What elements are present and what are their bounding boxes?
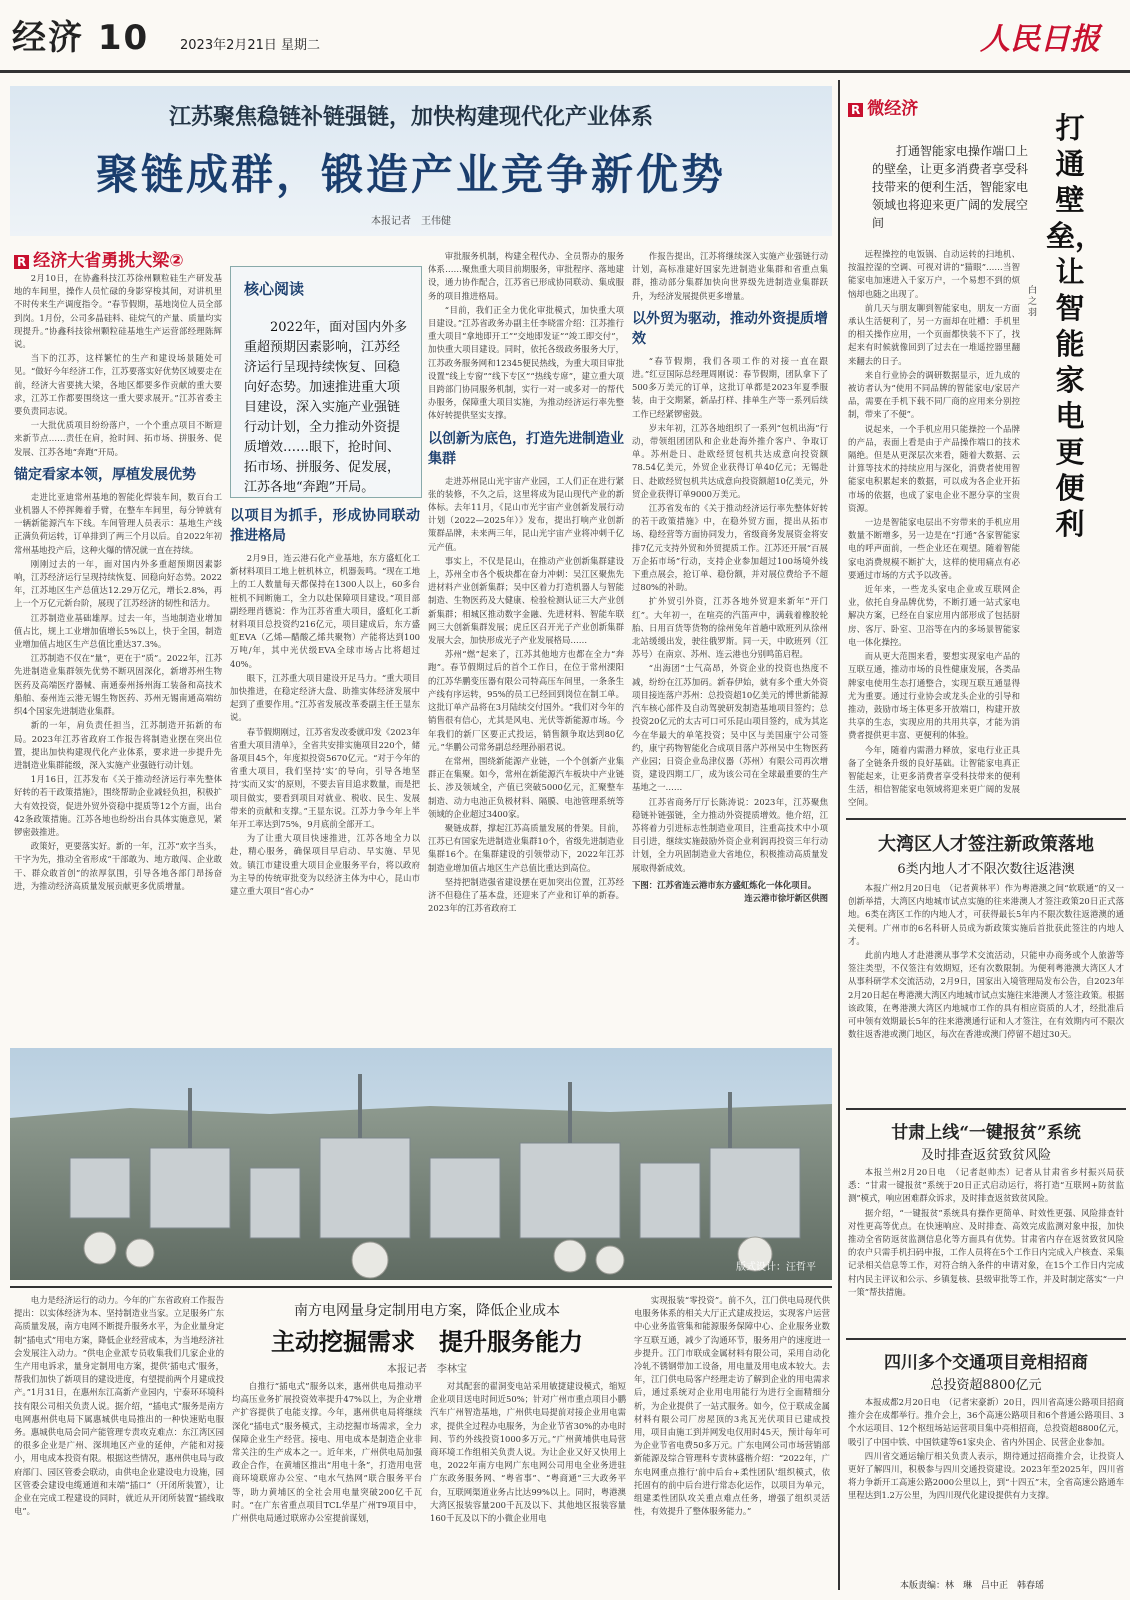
bottom-column-2: 自推行“插电式”服务以来，惠州供电局推动平均高压业务扩展投资效率提升47%以上，为企业增产扩容提供了电能支撑。今年，惠州供电局将继续深化“插电式”服务模式，主动挖掘市场需求，全力保障企业生产经营。接电、用电成本是制造企业非常关注的生产成本之一。近年来，广州供电局加强政企合作，在黄埔区推出“用电十条”，打造用电营商环境联席办公室、“电水气热网”联合服务平台等，助力黄埔区的全社会用电量突破200亿千瓦时。“在广东省重点项目TCL华星广州T9项目中，广州供电局通过联席办公室提前谋划，	[232, 1381, 422, 1524]
paragraph: 政策好，更要落实好。新的一年，江苏“欢字当头，干字为先，推动全省形成“干部敢为、地方敢闯、企业敢干、群众敢首创”的浓厚氛围，引导各地各部门昂扬奋进，为推动经济高质量发展贡献更多优质增量。	[14, 841, 222, 891]
photo-caption: 下图：江苏省连云港市东方盛虹炼化一体化项目。	[632, 879, 817, 890]
paragraph: 新的一年，肩负责任担当，江苏制造开拓新的布局。2023年江苏省政府工作报告将制造业摆在突出位置，提出加快构建现代化产业体系，要求进一步提升先进制造业集群能级，深入实施产业强链行动计划。	[14, 720, 222, 770]
masthead-logo: 人民日报	[980, 22, 1100, 57]
subheading-4: 以外贸为驱动，推动外资提质增效	[632, 310, 828, 347]
paragraph: 眼下，江苏重大项目建设开足马力。“重大项目加快推进，在稳定经济大盘、助推实体经济发展中起到了重要作用。”江苏省发展改革委副主任王显东说。	[230, 672, 420, 723]
divider	[846, 1338, 1126, 1340]
paragraph: 走进比亚迪常州基地的智能化焊装车间，数百台工业机器人不停挥舞着手臂，在整车车间里，每分钟就有一辆新能源汽车下线。车间管理人员表示：基地生产线正满负荷运转，订单排到了两三个月以后。自2022年初常州基地投产后，这种火爆的情况就一直在持续。	[14, 491, 222, 555]
paragraph: 此前内地人才赴港澳从事学术交流活动，只能申办商务或个人旅游等签注类型，不仅签注有效期短，还有次数限制。为便利粤港澳大湾区人才从事科研学术交流活动，2月9日，国家出入境管理局发布公告，自2023年2月20日起在粤港澳大湾区内地城市试点实施往来港澳人才签注政策。根据该政策，在粤港澳大湾区内地城市工作的具有相应资质的人才，经批准后可申领有效期最长5年的往来港澳通行证和人才签注，在有效期内可不限次数往返香港或澳门地区，每次在香港或澳门停留不超过30天。	[848, 950, 1124, 1040]
paragraph: 一大批优质项目纷纷落户，一个个重点项目不断迎来新节点……责任在肩，抢时间、拓市场、拼服务、促发展、江苏各地“奔跑”开局。	[14, 420, 222, 457]
page-header	[0, 0, 1130, 73]
article-column-3	[428, 250, 624, 1032]
paragraph: 江苏省发布的《关于推动经济运行率先整体好转的若干政策措施》中，在稳外贸方面，提出从拓市场、稳经营等方面协同发力，省级商务发展资金将安排7亿元支持外贸和外贸提质工作。江苏还开展“百展万企拓市场”行动，支持企业参加超过100场境外线下重点展会，抢订单、稳份额，并对展位费给予不超过80%的补助。	[632, 503, 828, 593]
paragraph: 本报广州2月20日电 （记者黄林平）作为粤港澳之间“软联通”的又一创新举措，大湾区内地城市试点实施的往来港澳人才签注政策20日正式落地。6类在湾区工作的内地人才，可获得最长5年内不限次数往返港澳的通关便利。广州市的6名科研人员成为新政策实施后首批获此签注的内地人才。	[848, 883, 1124, 946]
paragraph: 当下的江苏，这样繁忙的生产和建设场景随处可见。“做好今年经济工作，江苏要落实好优势区域要走在前，经济大省要挑大梁，各地区都要多作贡献的重大要求，江苏工作都要围绕这一重大要求展开。”江苏省委主要负责同志说。	[14, 353, 222, 417]
paragraph: 本报成都2月20日电 （记者宋豪新）20日，四川省高速公路项目招商推介会在成都举行。推介会上，36个高速公路项目和6个普通公路项目、3个水运项目、12个枢纽场站运营项目集中亮相招商，总投资超8800亿元，吸引了中国中铁、中国铁建等61家央企、省内外国企、民营企业参加。	[848, 1397, 1124, 1447]
news2-subtitle: 及时排查返贫致贫风险	[920, 1148, 1051, 1163]
article-column-1	[14, 272, 222, 1032]
main-kicker: 江苏聚焦稳链补链强链，加快构建现代化产业体系	[168, 104, 653, 130]
subheading-1: 锚定看家本领，厚植发展优势	[14, 466, 196, 483]
divider	[846, 1108, 1126, 1110]
issue-date: 2023年2月21日 星期二	[180, 38, 321, 53]
bottom-title: 主动挖掘需求 提升服务能力	[271, 1327, 583, 1356]
paragraph: 今年，随着内需潜力释放，家电行业正具备了全链条升级的良好基础。让智能家电真正智能起来，让更多消费者享受科技带来的便利生活，相信智能家电领域将迎来更广阔的发展空间。	[848, 744, 1020, 808]
news2-title: 甘肃上线“一键报贫”系统	[891, 1123, 1081, 1143]
paragraph: 据介绍，“一键报贫”系统具有操作更简单、时效性更强、风险排查针对性更高等优点。在快速响应、及时排查、高效完成监测对象申报，加快推动全省防返贫监测信息化等方面具有优势。甘肃省内存在返贫致贫风险的农户只需手机扫码申报，工作人员将在5个工作日内完成入户核查、采集记录相关信息等工作，对符合纳入条件的申请对象，在15个工作日内完成村内民主评议和公示、乡镇复核、县级审批等工作，并及时制定落实“一户一策”帮扶措施。	[848, 1207, 1124, 1297]
bottom-column-4: 实现报装“零投资”。前不久，江门供电局现代供电服务体系的相关大厅正式建成投运，实现客户运营中心业务监管集和能源服务保障中心、企业服务业数字互联互通，减少了沟通环节，服务用户的速度进一步提升。江门市联成金属材料有限公司，采用自动化冷轧不锈钢带加工设备，用电量及用电成本较大。去年，江门供电局客户经理走访了解到企业的用电需求后，通过系统对企业用电用能行为进行全面精细分析，为企业提供了一站式服务。如今，位于联成金属材料有限公司厂房屋顶的3兆瓦光伏项目已建成投用，项目由施工到并网发电仅用时45天，预计每年可为企业节省电费50多万元。广东电网公司市场营销部新能源及综合管理科专责林盛楷介绍：“2022年，广东电网重点推行‘前中后台+柔性团队’组织模式，依托固有的前中后台进行常态化运作，以项目为单元，组建柔性团队攻关重点难点任务，增强了组织灵活性，有效提升了整体服务能力。”	[634, 1295, 830, 1517]
paragraph: 而从更大范围来看，要想实现家电产品的互联互通，推动市场的良性健康发展，各类品牌家电使用生态打通整合，实现互联互通显得尤为重要。通过行业协会或龙头企业的引导和推动，鼓励市场主体更多开放端口，构建开放共享的生态，实现应用的共用共享，才能为消费者提供更丰富、更便利的体验。	[848, 651, 1020, 741]
bottom-kicker: 南方电网量身定制用电方案，降低企业成本	[294, 1303, 560, 1319]
design-credit: 版式设计：汪哲平	[736, 1262, 816, 1273]
paragraph: 一边是智能家电层出不穷带来的手机应用数量不断增多，另一边是在“打通”各家智能家电的呼声面前，一些企业还在观望。随着智能家电消费规模不断扩大，这样的使用痛点有必要通过市场的方式予以改善。	[848, 517, 1020, 580]
paragraph: 近年来，一些龙头家电企业或互联网企业，依托自身品牌优势，不断打通一站式家电解决方案，已经在自家应用内部形成了包括厨房、客厅、卧室、卫浴等在内的多场景智能家电一体化操控。	[848, 584, 1020, 647]
paragraph: 扩外贸引外资，江苏各地外贸迎来新年“开门红”。大年初一，在喧亮的汽笛声中，满载着橡胶轮胎、日用百货等货物的徐州兔年首趟中欧班列从徐州北站缓缓出发，驶往俄罗斯。同一天，中欧班列（江苏号）在南京、苏州、连云港也分别鸣笛启程。	[632, 596, 828, 660]
paragraph: 来自行业协会的调研数据显示，近九成的被访者认为“使用不同品牌的智能家电/家居产品，需要在手机下载不同厂商的应用来分别控制，带来了不便”。	[848, 369, 1020, 420]
article-column-4	[632, 250, 828, 1032]
paragraph: 刚刚过去的一年，面对国内外多重超预期因素影响，江苏经济运行呈现持续恢复、回稳向好态势。2022年，江苏地区生产总值达12.29万亿元，增长2.8%，再上一个万亿元新台阶，展现了江苏经济的韧性和活力。	[14, 558, 222, 609]
news3-subtitle: 总投资超8800亿元	[930, 1378, 1042, 1393]
side-lead: 打通智能家电操作端口上的壁垒，让更多消费者享受科技带来的便利生活，智能家电领域也将迎来更广阔的发展空间	[872, 144, 1029, 230]
news3-title: 四川多个交通项目竞相招商	[884, 1353, 1088, 1373]
column-tag	[14, 246, 184, 271]
paragraph: “春节假期，我们各项工作的对接一直在跟进。”红豆国际总经理周刚说：春节假期，团队拿下了500多万美元的订单，这批订单都是2023年夏季服装，由于交期紧，新品打样、排单生产等一系列后续工作已经紧锣密鼓。	[632, 355, 828, 419]
photo-credit: 连云港市徐圩新区供图	[744, 892, 828, 903]
paragraph: 2月10日，在协鑫科技江苏徐州颗粒硅生产研发基地的车间里，操作人员忙碌的身影穿梭其间，对讲机里不时传来生产调度指令。“春节假期，基地岗位人员全部到岗。1月份，公司多晶硅料、硅烷气的产量、质量均实现提升。”协鑫科技徐州颗粒硅基地生产运营部经理陈辉说。	[14, 273, 222, 350]
side-essay	[848, 248, 1020, 808]
article-column-2	[230, 504, 420, 1032]
paragraph: 四川省交通运输厅相关负责人表示，期待通过招商推介会，让投资人更好了解四川，积极参与四川交通投资建设。2023年至2025年，四川省将力争新开工高速公路2000公里以上，到“十四五”末，全省高速公路通车里程达到1.2万公里，为四川现代化建设提供有力支撑。	[848, 1450, 1124, 1501]
side-tag-text: 微经济	[867, 99, 919, 119]
core-reading-heading: 核心阅读	[244, 280, 305, 298]
news2-body	[848, 1166, 1124, 1332]
divider	[846, 818, 1126, 820]
paragraph: 本报兰州2月20日电 （记者赵帅杰）记者从甘肃省乡村振兴局获悉：“甘肃一键报贫”系统于20日正式启动运行，将打造“互联网+防贫监测”模式，响应困难群众诉求，及时排查返贫致贫风险。	[848, 1167, 1124, 1204]
side-tag	[848, 94, 918, 119]
paragraph: 作报告提出，江苏将继续深入实施产业强链行动计划，高标准建好国家先进制造业集群和省重点集群，推动部分集群加快向世界级先进制造业集群跃升，为经济发展提供更多增量。	[632, 251, 828, 301]
news1-title: 大湾区人才签注新政策落地	[878, 834, 1094, 855]
paragraph: 聚链成群，撑起江苏高质量发展的骨架。目前，江苏已有国家先进制造业集群10个，省级先进制造业集群16个。在集群建设的引领带动下，2022年江苏制造业增加值占地区生产总值比重达到高位。	[428, 822, 624, 873]
r-logo-icon: R	[848, 103, 863, 117]
divider	[10, 1286, 832, 1288]
column-divider	[838, 80, 840, 1590]
paragraph: 事实上，不仅是昆山，在推动产业创新集群建设上，苏州全市各个板块都在奋力冲刺：吴江区聚焦先进材料产业创新集群；吴中区着力打造机器人与智能制造、生物医药及大健康、检验检测认证三大产业创新集群；相城区推动数字金融、先进材料、智能车联网三大创新集群发展；虎丘区召开光子产业创新集群发展大会，加快形成光子产业发展格局……	[428, 555, 624, 646]
r-logo-icon: R	[14, 255, 29, 269]
bottom-column-3: 对其配套的翟洞变电站采用敏捷建设模式，缩短企业项目送电时间近50%；针对广州市重点项目小鹏汽车广州智造基地，广州供电局提前对接企业用电需求，提供全过程办电服务，为企业节省30%的办电时间、节约外线投资1000多万元。”广州黄埔供电局营商环境工作组相关负责人说。为让企业又好又快用上电，2022年南方电网广东电网公司用电全业务进驻广东政务服务网、“粤省事”、“粤商通”三大政务平台，互联网渠道业务占比达99%以上。同时，粤港澳大湾区报装容量200千瓦及以下、其他地区报装容量160千瓦及以下的小微企业用电	[430, 1381, 626, 1524]
paragraph: 岁末年初，江苏各地组织了一系列“包机出海”行动，带领组团团队和企业赴海外推介客户、争取订单。苏州赴日、赴欧经贸包机共达成意向投资额78.54亿美元，外贸企业获得订单40亿元；无锡赴日、赴欧经贸包机共达成意向投资额超10亿美元，外贸企业获得订单9000万美元。	[632, 422, 828, 499]
paragraph: 春节假期刚过，江苏省发改委就印发《2023年省重大项目清单》，全省共安排实施项目220个，储备项目45个，年度拟投资5670亿元。“对于今年的省重大项目，我们坚持‘实’的导向，引导各地坚持‘实而又实’的原则，不要去盲目追求数量，而是把项目做实，要看到项目对就业、税收、民生、发展带来的贡献和支撑。”王显东说。江苏力争今年上半年开工率达到75%，9月底前全部开工。	[230, 726, 420, 830]
paragraph: 1月16日，江苏发布《关于推动经济运行率先整体好转的若干政策措施》，围绕帮助企业减轻负担，积极扩大有效投资，促进外贸外资稳中提质等12个方面，出台42条政策措施。江苏各地也纷纷出台具体实施意见，紧锣密鼓推进。	[14, 774, 222, 837]
paragraph: 说起来，一个手机应用只能操控一个品牌的产品，表面上看是由于产品操作端口的技术隔绝。但是从更深层次来看，随着大数据、云计算等技术的持续应用与深化，消费者使用智能家电积累起来的数据，可以成为各企业开拓市场的依据，也成了家电企业不愿分享的宝贵资源。	[848, 423, 1020, 513]
bottom-column-1: 电力是经济运行的动力。今年的广东省政府工作报告提出：以实体经济为本、坚持制造业当家。立足服务广东高质量发展，南方电网不断提升服务水平，为企业量身定制“插电式”用电方案，降低企业经营成本，为当地经济社会发展注入动力。“供电企业派专员收集我们几家企业的生产用电诉求，量身定制用电方案，提供‘插电式’服务，帮我们加快了新项目的建设进度，有望提前两个月建成投产。”1月31日，在惠州东江高新产业园内，宁泰环环境科技有限公司相关负责人说。据介绍，“插电式”服务是南方电网惠州供电局下属惠城供电局推出的一种快速贴电服务。惠城供电局会同产能管理专责攻克难点：东江湾区园的很多企业是广州、深圳地区产业的延伸，产能和对接小，用电成本投资有限。根据这些情况，惠州供电局与政府部门、园区管委会联动，由供电企业建设电力设施，园区管委会建设电缆通道和末端“插口”（开闭所装置），让企业在完成工程建设的同时，就近从开闭所装置“插线取电”。	[14, 1295, 224, 1517]
column-tag-text: 经济大省勇挑大梁②	[33, 251, 184, 271]
paragraph: “出海团”士气高昂，外资企业的投资也热度不减，纷纷在江苏加码。新春伊始，就有多个重大外资项目接连落户苏州：总投资超10亿美元的博世新能源汽车核心部件及自动驾驶研发制造基地项目签约；总投资20亿元的太古可口可乐昆山项目签约，成为其迄今在华最大的单笔投资；吴中区与美国康宁公司签约，康宁药物智能化合成项目落户苏州吴中生物医药产业园；日资企业岛津仪器（苏州）有限公司再次增资，建设四期工厂，成为该公司在全球最重要的生产基地之一……	[632, 663, 828, 793]
paragraph: 审批服务机制，构建全程代办、全员帮办的服务体系……聚焦重大项目前期服务，审批程序、落地建设，通力协作配合，江苏省已形成协同联动、集成服务的项目推进格局。	[428, 251, 624, 301]
bottom-byline: 本报记者 李林宝	[387, 1364, 467, 1375]
paragraph: 前几天与朋友聊到智能家电，朋友一方面承认生活便利了，另一方面却在吐槽：手机里的相关操作应用，一个页面都快装不下了，找起来有时候就像回到了过去在一堆遥控器里翻来翻去的日子。	[848, 302, 1020, 366]
paragraph: 走进苏州昆山光宇宙产业园，工人们正在进行紧张的装修，不久之后，这里将成为昆山现代产业的新体标。去年11月，《昆山市光宇宙产业创新发展行动计划（2022—2025年）》发布，提出打响产业创新策群品牌，未来两三年，昆山光宇宙产业将冲刺千亿元产值。	[428, 475, 624, 552]
refinery-photo	[10, 1048, 832, 1280]
paragraph: 远程操控的电饭锅、自动运转的扫地机、按温控湿的空调、可视对讲的“猫眼”……当智能家电加速进入千家万户，一个易想不到的烦恼却也随之出现了。	[848, 249, 1020, 299]
paragraph: 2月9日，连云港石化产业基地，东方盛虹化工新材料项目工地上桩机林立，机器轰鸣。“现在工地上的工人数量每天都保持在1300人以上，60多台桩机不间断施工，全力以赴保障项目建设。”项目部副经理肖德说：作为江苏省重大项目，盛虹化工新材料项目总投资约216亿元，项目建成后，东方盛虹EVA（乙烯—醋酸乙烯共聚物）产能将达到100万吨/年，其中光伏级EVA全球市场占比将超过40%。	[230, 553, 420, 669]
side-vertical-title: 打通壁垒，让智能家电更便利	[1046, 111, 1105, 541]
news1-body	[848, 882, 1124, 1102]
paragraph: 江苏省商务厅厅长陈涛说：2023年，江苏聚焦稳链补链强链，全力推动外资提质增效。他介绍，江苏将着力引进标志性制造业项目，注重高技术中小项目引进，继续实施鼓励外资企业利润再投资三年行动计划，全力巩固制造业大省地位，积极推动高质量发展取得新成效。	[632, 796, 828, 873]
paragraph: “目前，我们正全力优化审批模式，加快重大项目建设。”江苏省政务办副主任李晓雷介绍：江苏推行重大项目“拿地即开工”“交地即发证”“竣工即交付”，加快重大项目建设。同时，依托各级政务服务大厅，江苏政务服务网和12345便民热线，为重大项目审批设置“线上专窗”“线下专区”“热线专席”，建立重大项目跨部门协同服务机制，实行一对一或多对一的帮代办服务，保障重大项目实施，为推动经济运行率先整体好转提供坚实支撑。	[428, 304, 624, 421]
subheading-3: 以创新为底色，打造先进制造业集群	[428, 430, 624, 467]
core-reading-text: 2022年，面对国内外多重超预期因素影响，江苏经济运行呈现持续恢复、回稳向好态势。加速推进重大项目建设，深入实施产业强链行动计划，全力推动外资提质增效……眼下，抢时间、拓市场、拼服务、促发展，江苏各地“奔跑”开局。	[244, 320, 408, 495]
news3-body	[848, 1396, 1124, 1572]
paragraph: 为了让重大项目快速推进，江苏各地全力以赴，精心服务，确保项目早启动、早实施、早见效。镇江市建设重大项目企业服务平台，将以政府为主导的传统审批变为以经济主体为中心，昆山市建立重大项目“省心办”	[230, 833, 420, 897]
paragraph: 在常州，围绕新能源产业链，一个个创新产业集群正在集聚。如今，常州在新能源汽车板块中产业链长、涉及领域全，产值已突破5000亿元，汇聚整车制造、动力电池正负极材料、隔膜、电池管理系统等领域的企业超过3400家。	[428, 755, 624, 819]
page-editors: 本版责编：林 琳 吕中正 韩春瑶	[900, 1581, 1045, 1591]
main-title: 聚链成群，锻造产业竞争新优势	[95, 150, 726, 199]
paragraph: 江苏制造不仅在“量”，更在于“质”。2022年，江苏先进制造业集群领先优势不断巩固深化，新增苏州生物医药及高端医疗器械、南通泰州扬州海工装备和高技术船舶、泰州连云港无锡生物医药、苏州无锡南通高端纺织4个国家先进制造业集群。	[14, 653, 222, 717]
subheading-2: 以项目为抓手，形成协同联动推进格局	[230, 508, 420, 544]
paragraph: 苏州“燃”起来了，江苏其他地方也都在全力“奔跑”。春节假期过后的首个工作日，在位于常州溧阳的江苏华鹏变压器有限公司特高压车间里，一条条生产线有序运转，95%的员工已经回到岗位在制工单。这批订单产品将在3月陆续交付国外。“我们对今年的销售很有信心，尤其是风电、光伏等新能源市场。今年我们的新厂区要正式投运，销售额争取达到80亿元。”华鹏公司常务副总经理孙丽君说。	[428, 649, 624, 752]
section-label: 经济 10	[12, 18, 150, 58]
paragraph: 江苏制造业基础雄厚。过去一年，当地制造业增加值占比，规上工业增加值增长5%以上，快于全国，制造业增加值占地区生产总值比重达37.3%。	[14, 612, 222, 650]
main-byline: 本报记者 王伟健	[371, 216, 451, 227]
news1-subtitle: 6类内地人才不限次数往返港澳	[897, 862, 1075, 877]
side-author: 白之羽	[1028, 286, 1038, 318]
paragraph: 坚持把制造强省建设摆在更加突出位置，江苏经济不但稳住了基本盘，还迎来了产业和订单的新春。2023年的江苏省政府工	[428, 876, 624, 914]
